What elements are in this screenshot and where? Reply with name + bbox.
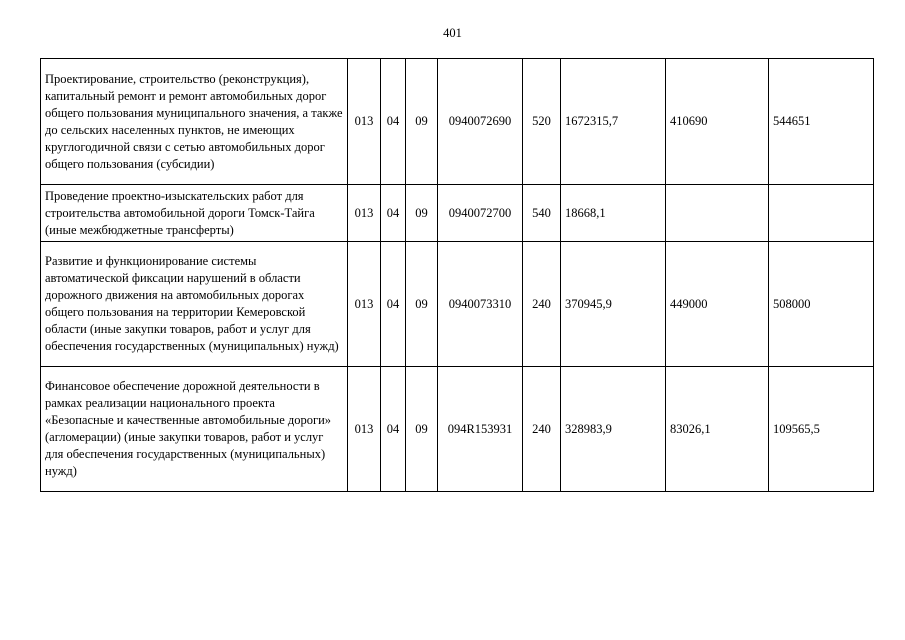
amount-year-3	[769, 185, 874, 242]
row-description: Развитие и функционирование системы автоматической фиксации нарушений в области дорожного движения на автомобильных дорогах общего пользования на территории Кемеровской области (иные закупки товаров, работ и услуг для обеспечения государственных (муниципальных) нужд)	[41, 242, 348, 367]
amount-year-1: 328983,9	[561, 367, 666, 492]
ministry-code: 013	[348, 59, 381, 185]
subsection-code: 09	[406, 367, 438, 492]
budget-table	[40, 58, 874, 492]
target-code: 094R153931	[438, 367, 523, 492]
amount-year-3: 508000	[769, 242, 874, 367]
amount-year-1: 1672315,7	[561, 59, 666, 185]
expense-type-code: 240	[523, 242, 561, 367]
amount-year-2: 83026,1	[666, 367, 769, 492]
ministry-code: 013	[348, 242, 381, 367]
row-description: Проектирование, строительство (реконструкция), капитальный ремонт и ремонт автомобильных дорог общего пользования муниципального значения, а также до сельских населенных пунктов, не имеющих круглогодичной связи с сетью автомобильных дорог общего пользования (субсидии)	[41, 59, 348, 185]
ministry-code: 013	[348, 367, 381, 492]
amount-year-1: 370945,9	[561, 242, 666, 367]
amount-year-2: 410690	[666, 59, 769, 185]
amount-year-2: 449000	[666, 242, 769, 367]
subsection-code: 09	[406, 185, 438, 242]
target-code: 0940072690	[438, 59, 523, 185]
subsection-code: 09	[406, 59, 438, 185]
row-description: Финансовое обеспечение дорожной деятельности в рамках реализации национального проекта «Безопасные и качественные автомобильные дороги» (агломерации) (иные закупки товаров, работ и услуг для обеспечения государственных (муниципальных) нужд)	[41, 367, 348, 492]
expense-type-code: 540	[523, 185, 561, 242]
section-code: 04	[381, 59, 406, 185]
section-code: 04	[381, 242, 406, 367]
table-row	[41, 242, 874, 367]
table-row	[41, 367, 874, 492]
expense-type-code: 240	[523, 367, 561, 492]
section-code: 04	[381, 185, 406, 242]
section-code: 04	[381, 367, 406, 492]
target-code: 0940072700	[438, 185, 523, 242]
page-number: 401	[443, 26, 462, 40]
table-row	[41, 59, 874, 185]
amount-year-2	[666, 185, 769, 242]
target-code: 0940073310	[438, 242, 523, 367]
expense-type-code: 520	[523, 59, 561, 185]
ministry-code: 013	[348, 185, 381, 242]
amount-year-3: 544651	[769, 59, 874, 185]
subsection-code: 09	[406, 242, 438, 367]
amount-year-3: 109565,5	[769, 367, 874, 492]
table-row	[41, 185, 874, 242]
amount-year-1: 18668,1	[561, 185, 666, 242]
row-description: Проведение проектно-изыскательских работ для строительства автомобильной дороги Томск-Тайга (иные межбюджетные трансферты)	[41, 185, 348, 242]
